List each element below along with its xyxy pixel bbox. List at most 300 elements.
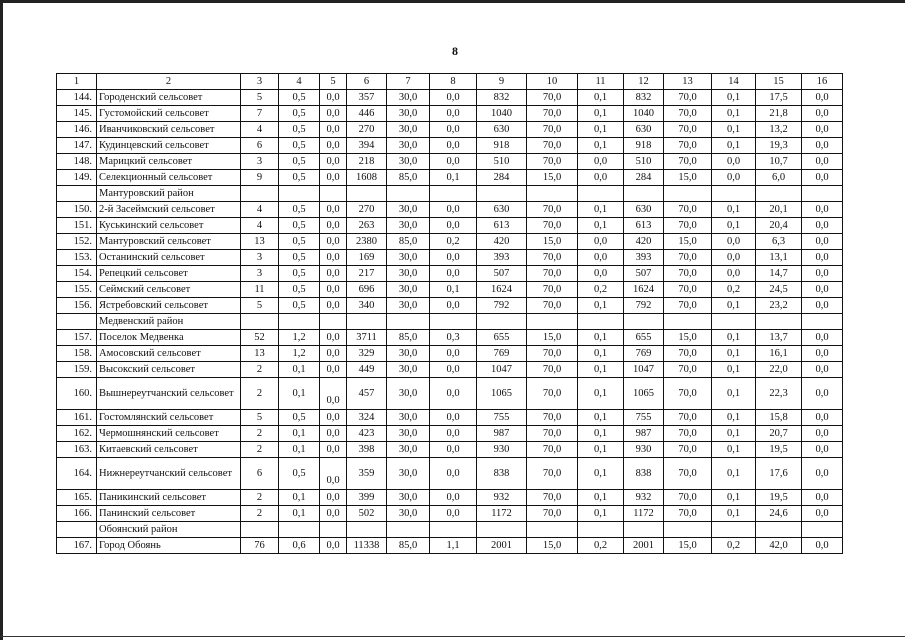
table-cell: 0,0 — [802, 170, 843, 186]
table-cell: 0,0 — [802, 506, 843, 522]
table-cell: 263 — [347, 218, 387, 234]
table-cell: 0,0 — [320, 106, 347, 122]
table-cell: 0,1 — [279, 362, 320, 378]
table-cell: 0,0 — [430, 362, 477, 378]
table-cell: 3 — [241, 266, 279, 282]
table-cell: 13,7 — [756, 330, 802, 346]
row-number-cell: 157. — [57, 330, 97, 346]
table-cell: 76 — [241, 538, 279, 554]
table-cell: 2380 — [347, 234, 387, 250]
table-cell: 0,5 — [279, 170, 320, 186]
table-cell — [664, 522, 712, 538]
table-cell: 0,1 — [578, 378, 624, 410]
table-cell: 630 — [624, 202, 664, 218]
table-row — [57, 442, 843, 458]
table-cell: 30,0 — [387, 410, 430, 426]
table-cell — [387, 314, 430, 330]
table-cell: 0,0 — [430, 154, 477, 170]
table-cell: 10,7 — [756, 154, 802, 170]
table-cell: 507 — [477, 266, 527, 282]
table-cell: 0,1 — [279, 426, 320, 442]
table-cell: 3711 — [347, 330, 387, 346]
table-cell: 0,1 — [712, 426, 756, 442]
table-cell: 14,7 — [756, 266, 802, 282]
table-cell: 324 — [347, 410, 387, 426]
table-cell: 0,6 — [279, 538, 320, 554]
table-cell — [624, 314, 664, 330]
table-cell: 932 — [477, 490, 527, 506]
table-cell: 2001 — [624, 538, 664, 554]
table-cell: 0,0 — [802, 154, 843, 170]
table-cell: 420 — [477, 234, 527, 250]
table-cell: 0,1 — [578, 90, 624, 106]
table-cell: 0,1 — [578, 426, 624, 442]
table-cell: 630 — [477, 122, 527, 138]
table-cell: 0,0 — [802, 250, 843, 266]
table-cell: 0,0 — [320, 138, 347, 154]
table-cell: 30,0 — [387, 378, 430, 410]
page-left-edge — [0, 0, 3, 640]
table-cell: 0,1 — [712, 122, 756, 138]
table-cell: 70,0 — [664, 154, 712, 170]
table-cell: 0,5 — [279, 234, 320, 250]
table-cell: 6 — [241, 458, 279, 490]
table-cell: 0,0 — [802, 538, 843, 554]
table-cell: 5 — [241, 90, 279, 106]
header-cell: 14 — [712, 74, 756, 90]
table-cell: 70,0 — [664, 410, 712, 426]
table-cell — [320, 378, 347, 410]
table-cell: 0,0 — [320, 346, 347, 362]
table-cell: 85,0 — [387, 234, 430, 250]
settlement-name-cell: Высокский сельсовет — [97, 362, 241, 378]
table-cell — [756, 314, 802, 330]
header-cell: 2 — [97, 74, 241, 90]
table-cell: 270 — [347, 202, 387, 218]
table-cell: 0,0 — [578, 234, 624, 250]
table-cell: 0,1 — [430, 170, 477, 186]
table-cell: 0,2 — [578, 282, 624, 298]
table-cell: 0,0 — [430, 106, 477, 122]
table-cell: 0,1 — [279, 442, 320, 458]
table-cell: 52 — [241, 330, 279, 346]
table-cell: 0,0 — [802, 282, 843, 298]
settlement-name-cell: Паникинский сельсовет — [97, 490, 241, 506]
table-cell: 0,1 — [712, 362, 756, 378]
table-cell: 510 — [477, 154, 527, 170]
row-number-cell: 153. — [57, 250, 97, 266]
table-cell: 218 — [347, 154, 387, 170]
table-cell: 0,0 — [430, 218, 477, 234]
table-cell: 357 — [347, 90, 387, 106]
table-cell: 15,0 — [527, 234, 578, 250]
table-cell: 217 — [347, 266, 387, 282]
row-number-cell: 147. — [57, 138, 97, 154]
settlement-name-cell: Иванчиковский сельсовет — [97, 122, 241, 138]
settlement-name-cell: Чермошнянский сельсовет — [97, 426, 241, 442]
table-cell: 70,0 — [664, 250, 712, 266]
table-cell: 70,0 — [664, 506, 712, 522]
table-cell: 0,1 — [578, 106, 624, 122]
table-cell — [387, 186, 430, 202]
table-cell — [320, 186, 347, 202]
table-cell: 0,5 — [279, 218, 320, 234]
table-cell: 5 — [241, 298, 279, 314]
settlement-name-cell: Куськинский сельсовет — [97, 218, 241, 234]
table-cell: 20,1 — [756, 202, 802, 218]
row-number-cell: 164. — [57, 458, 97, 490]
table-cell: 0,0 — [320, 506, 347, 522]
table-cell: 420 — [624, 234, 664, 250]
table-cell: 359 — [347, 458, 387, 490]
table-cell — [756, 522, 802, 538]
settlement-name-cell: Селекционный сельсовет — [97, 170, 241, 186]
table-cell: 0,0 — [802, 442, 843, 458]
settlement-name-cell: Панинский сельсовет — [97, 506, 241, 522]
settlement-name-cell: Гостомлянский сельсовет — [97, 410, 241, 426]
table-cell: 838 — [624, 458, 664, 490]
settlement-name-cell: Поселок Медвенка — [97, 330, 241, 346]
table-cell: 0,0 — [430, 298, 477, 314]
table-cell: 30,0 — [387, 282, 430, 298]
table-cell: 70,0 — [664, 218, 712, 234]
table-cell: 30,0 — [387, 266, 430, 282]
table-cell: 0,0 — [430, 250, 477, 266]
table-cell: 11 — [241, 282, 279, 298]
table-row — [57, 202, 843, 218]
settlement-name-cell: Густомойский сельсовет — [97, 106, 241, 122]
table-cell: 70,0 — [527, 90, 578, 106]
table-cell: 0,5 — [279, 122, 320, 138]
table-cell: 0,0 — [320, 170, 347, 186]
table-cell: 2 — [241, 490, 279, 506]
table-cell: 6,0 — [756, 170, 802, 186]
settlement-name-cell: Марицкий сельсовет — [97, 154, 241, 170]
table-cell: 0,5 — [279, 106, 320, 122]
settlement-name-cell: Кудинцевский сельсовет — [97, 138, 241, 154]
table-cell: 0,5 — [279, 250, 320, 266]
table-cell: 0,2 — [712, 538, 756, 554]
table-cell: 2 — [241, 426, 279, 442]
table-cell: 1047 — [624, 362, 664, 378]
table-cell: 0,0 — [802, 426, 843, 442]
table-row — [57, 138, 843, 154]
table-cell: 4 — [241, 122, 279, 138]
table-cell: 17,6 — [756, 458, 802, 490]
section-row — [57, 186, 843, 202]
table-cell: 11338 — [347, 538, 387, 554]
table-cell: 70,0 — [527, 106, 578, 122]
table-cell — [320, 458, 347, 490]
table-cell: 0,0 — [320, 426, 347, 442]
district-name-cell: Медвенский район — [97, 314, 241, 330]
table-cell: 0,0 — [430, 458, 477, 490]
header-cell: 13 — [664, 74, 712, 90]
table-row — [57, 282, 843, 298]
table-cell: 15,0 — [664, 234, 712, 250]
table-cell — [241, 522, 279, 538]
table-cell — [527, 314, 578, 330]
table-cell: 446 — [347, 106, 387, 122]
table-cell: 0,0 — [430, 90, 477, 106]
table-cell — [241, 186, 279, 202]
table-cell: 0,1 — [578, 218, 624, 234]
table-cell: 0,0 — [802, 490, 843, 506]
table-cell: 0,0 — [712, 234, 756, 250]
table-cell: 0,0 — [802, 330, 843, 346]
table-cell: 0,5 — [279, 410, 320, 426]
table-row — [57, 410, 843, 426]
table-cell: 630 — [624, 122, 664, 138]
page-top-edge — [0, 0, 905, 3]
table-cell: 70,0 — [664, 426, 712, 442]
table-cell — [387, 522, 430, 538]
table-cell: 0,0 — [430, 506, 477, 522]
table-cell — [279, 522, 320, 538]
table-cell: 284 — [477, 170, 527, 186]
table-cell: 70,0 — [527, 490, 578, 506]
table-cell: 0,1 — [279, 506, 320, 522]
table-cell: 17,5 — [756, 90, 802, 106]
table-cell: 70,0 — [527, 282, 578, 298]
settlement-name-cell: Ястребовский сельсовет — [97, 298, 241, 314]
table-cell: 270 — [347, 122, 387, 138]
table-cell: 70,0 — [664, 90, 712, 106]
table-cell: 0,0 — [320, 202, 347, 218]
table-cell: 0,1 — [712, 458, 756, 490]
table-cell: 792 — [477, 298, 527, 314]
table-cell — [664, 314, 712, 330]
settlement-name-cell: Сеймский сельсовет — [97, 282, 241, 298]
row-number-cell: 161. — [57, 410, 97, 426]
table-cell: 0,0 — [320, 234, 347, 250]
table-cell: 70,0 — [664, 202, 712, 218]
table-cell: 0,0 — [320, 122, 347, 138]
table-row — [57, 154, 843, 170]
header-cell: 15 — [756, 74, 802, 90]
table-cell: 0,0 — [802, 458, 843, 490]
table-cell: 0,0 — [712, 154, 756, 170]
header-cell: 11 — [578, 74, 624, 90]
table-cell: 0,0 — [320, 154, 347, 170]
table-cell: 0,1 — [578, 298, 624, 314]
table-header — [57, 74, 843, 90]
table-cell: 9 — [241, 170, 279, 186]
table-cell: 0,0 — [430, 138, 477, 154]
table-cell: 0,2 — [712, 282, 756, 298]
row-number-cell: 163. — [57, 442, 97, 458]
table-cell: 0,5 — [279, 154, 320, 170]
table-cell: 0,1 — [712, 218, 756, 234]
district-name-cell: Мантуровский район — [97, 186, 241, 202]
table-row — [57, 266, 843, 282]
row-number-cell — [57, 522, 97, 538]
table-cell — [756, 186, 802, 202]
table-cell: 23,2 — [756, 298, 802, 314]
table-cell: 0,0 — [712, 266, 756, 282]
table-cell: 0,5 — [279, 298, 320, 314]
table-cell: 0,0 — [578, 154, 624, 170]
table-cell: 22,3 — [756, 378, 802, 410]
header-cell: 8 — [430, 74, 477, 90]
table-cell: 0,1 — [712, 202, 756, 218]
table-cell: 0,0 — [430, 266, 477, 282]
page-number: 8 — [452, 44, 458, 58]
table-cell: 7 — [241, 106, 279, 122]
table-cell: 0,0 — [320, 250, 347, 266]
settlement-name-cell: Город Обоянь — [97, 538, 241, 554]
table-cell: 30,0 — [387, 442, 430, 458]
table-cell: 0,1 — [578, 138, 624, 154]
settlement-name-cell: 2-й Засеймский сельсовет — [97, 202, 241, 218]
table-cell: 20,7 — [756, 426, 802, 442]
table-cell: 0,2 — [578, 538, 624, 554]
table-cell: 15,0 — [664, 170, 712, 186]
table-cell: 2001 — [477, 538, 527, 554]
table-cell: 70,0 — [527, 218, 578, 234]
table-cell: 755 — [624, 410, 664, 426]
table-cell — [527, 186, 578, 202]
table-cell: 1065 — [477, 378, 527, 410]
table-cell: 393 — [477, 250, 527, 266]
table-cell: 70,0 — [664, 282, 712, 298]
table-cell: 1608 — [347, 170, 387, 186]
table-cell: 1,1 — [430, 538, 477, 554]
table-cell: 507 — [624, 266, 664, 282]
header-cell: 4 — [279, 74, 320, 90]
table-cell — [477, 186, 527, 202]
row-number-cell: 152. — [57, 234, 97, 250]
table-cell: 70,0 — [664, 362, 712, 378]
table-cell: 24,5 — [756, 282, 802, 298]
table-cell: 70,0 — [664, 490, 712, 506]
table-cell: 769 — [624, 346, 664, 362]
table-row — [57, 90, 843, 106]
table-cell — [430, 314, 477, 330]
table-cell: 21,8 — [756, 106, 802, 122]
row-number-cell: 144. — [57, 90, 97, 106]
table-cell: 399 — [347, 490, 387, 506]
row-number-cell: 167. — [57, 538, 97, 554]
table-cell: 769 — [477, 346, 527, 362]
section-row — [57, 522, 843, 538]
row-number-cell: 154. — [57, 266, 97, 282]
table-cell: 70,0 — [664, 346, 712, 362]
row-number-cell: 160. — [57, 378, 97, 410]
table-cell: 0,0 — [802, 218, 843, 234]
row-number-cell: 151. — [57, 218, 97, 234]
table-cell: 2 — [241, 378, 279, 410]
table-cell — [802, 314, 843, 330]
row-number-cell: 155. — [57, 282, 97, 298]
table-cell: 70,0 — [664, 122, 712, 138]
table-cell: 832 — [624, 90, 664, 106]
row-number-cell: 148. — [57, 154, 97, 170]
table-cell: 4 — [241, 202, 279, 218]
table-cell: 0,0 — [802, 234, 843, 250]
table-cell: 30,0 — [387, 122, 430, 138]
table-cell: 0,5 — [279, 282, 320, 298]
table-cell: 30,0 — [387, 346, 430, 362]
table-cell: 13,2 — [756, 122, 802, 138]
table-cell: 0,0 — [320, 90, 347, 106]
table-cell: 630 — [477, 202, 527, 218]
table-cell: 0,0 — [802, 202, 843, 218]
table-cell: 70,0 — [664, 106, 712, 122]
table-cell: 30,0 — [387, 138, 430, 154]
settlement-name-cell: Репецкий сельсовет — [97, 266, 241, 282]
table-cell: 792 — [624, 298, 664, 314]
table-cell: 0,1 — [712, 330, 756, 346]
row-number-cell: 162. — [57, 426, 97, 442]
table-cell: 655 — [624, 330, 664, 346]
table-cell: 0,1 — [712, 378, 756, 410]
table-cell: 0,0 — [320, 330, 347, 346]
page-bottom-edge — [0, 636, 905, 637]
table-cell: 987 — [624, 426, 664, 442]
table-cell: 15,0 — [664, 330, 712, 346]
table-cell: 832 — [477, 90, 527, 106]
table-row — [57, 218, 843, 234]
table-cell: 15,0 — [527, 170, 578, 186]
table-row — [57, 330, 843, 346]
table-cell: 0,1 — [578, 442, 624, 458]
table-cell: 13,1 — [756, 250, 802, 266]
table-cell: 0,1 — [578, 458, 624, 490]
table-cell: 24,6 — [756, 506, 802, 522]
table-row — [57, 122, 843, 138]
table-row — [57, 538, 843, 554]
table-cell: 755 — [477, 410, 527, 426]
table-cell: 30,0 — [387, 154, 430, 170]
table-cell: 30,0 — [387, 202, 430, 218]
header-row — [57, 74, 843, 90]
table-cell: 0,1 — [712, 490, 756, 506]
header-cell: 12 — [624, 74, 664, 90]
table-cell: 0,5 — [279, 458, 320, 490]
table-cell: 20,4 — [756, 218, 802, 234]
table-cell: 918 — [477, 138, 527, 154]
table-row — [57, 458, 843, 490]
table-cell: 0,0 — [430, 378, 477, 410]
table-cell: 0,0 — [320, 282, 347, 298]
table-cell: 15,0 — [527, 538, 578, 554]
table-cell: 2 — [241, 362, 279, 378]
table-cell: 0,0 — [320, 218, 347, 234]
table-cell: 70,0 — [527, 122, 578, 138]
row-number-cell: 145. — [57, 106, 97, 122]
table-row — [57, 506, 843, 522]
table-cell: 423 — [347, 426, 387, 442]
table-cell: 0,0 — [802, 346, 843, 362]
table-cell: 19,5 — [756, 490, 802, 506]
table-cell: 0,0 — [712, 170, 756, 186]
table-cell — [347, 186, 387, 202]
table-cell: 15,0 — [527, 330, 578, 346]
table-cell: 70,0 — [527, 362, 578, 378]
table-cell: 655 — [477, 330, 527, 346]
table-cell — [802, 522, 843, 538]
table-cell: 0,0 — [802, 138, 843, 154]
table-cell — [347, 314, 387, 330]
row-number-cell: 146. — [57, 122, 97, 138]
table-cell: 30,0 — [387, 298, 430, 314]
table-cell: 0,0 — [802, 90, 843, 106]
table-cell: 0,1 — [578, 490, 624, 506]
header-cell: 9 — [477, 74, 527, 90]
table-cell: 6,3 — [756, 234, 802, 250]
table-cell: 0,1 — [712, 410, 756, 426]
